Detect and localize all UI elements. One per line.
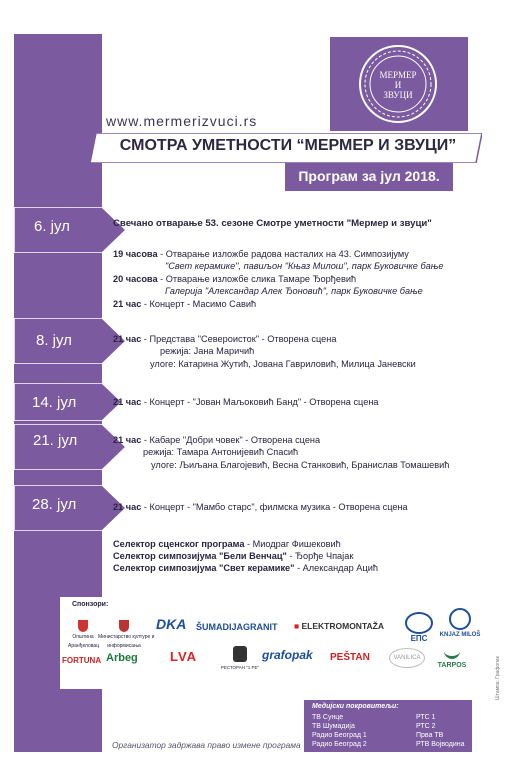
sponsors-heading: Спонзори: xyxy=(72,601,109,608)
restoran-logo: РЕСТОРАН "1 РЕ" xyxy=(218,646,262,672)
selector-line: Селектор симпозијума "Свет керамике" - Александар Ацић xyxy=(113,563,378,573)
media-item: РТВ Војводина xyxy=(416,741,465,748)
knjaz-milos-logo: KNJAZ MILOŠ xyxy=(436,608,484,640)
dka-logo: DKA xyxy=(156,616,187,632)
media-item: Прва ТВ xyxy=(416,732,444,739)
media-item: ТВ Шумадија xyxy=(312,723,355,730)
ministry-logo: Министарство културе и информисања xyxy=(98,620,150,651)
date-8-july: 8. јул xyxy=(36,332,72,349)
event-line: режија: Јана Маричић xyxy=(160,346,255,356)
eps-logo: ЕПС xyxy=(404,612,434,643)
tarpos-logo: TARPOS xyxy=(432,644,472,670)
arbeg-logo: Arbeg xyxy=(106,652,138,664)
svg-text:И: И xyxy=(394,80,402,90)
selector-line: Селектор симпозијума "Бели Венчац" - Ђорђе Чпајак xyxy=(113,551,354,561)
event-line: "Свет керамике", павиљон "Књаз Милош", парк Буковичке бање xyxy=(165,261,444,271)
grafopak-logo: grafopak xyxy=(262,648,313,662)
svg-text:ЗВУЦИ: ЗВУЦИ xyxy=(383,90,413,100)
page-title: СМОТРА УМЕТНОСТИ “МЕРМЕР И ЗВУЦИ” xyxy=(119,137,457,154)
date-21-july: 21. јул xyxy=(33,432,78,449)
event-line: улоге: Љиљана Благојевић, Весна Станковић, Бранислав Томашевић xyxy=(151,460,450,470)
elektromontaza-logo: ■ ELEKTROMONTAŽA xyxy=(294,621,384,631)
coat-of-arms-icon xyxy=(119,620,129,632)
event-line: улоге: Катарина Жутић, Јована Гавриловић, Милица Јаневски xyxy=(150,359,416,369)
pestan-logo: PEŠTAN xyxy=(330,652,370,663)
event-line: 21 час - Представа "Североисток" - Отворена сцена xyxy=(113,334,337,344)
opening-heading: Свечано отварање 53. сезоне Смотре уметности "Мермер и звуци" xyxy=(113,218,432,229)
sumadija-granit-logo: ŠUMADIJAGRANIT xyxy=(196,622,278,632)
media-item: Радио Београд 2 xyxy=(312,741,367,748)
date-14-july: 14. јул xyxy=(32,394,77,411)
event-line: Галерија "Александар Алек Ђоновић", парк Буковичке бање xyxy=(165,286,423,296)
organizer-note: Организатор задржава право измене програма xyxy=(112,740,301,750)
subtitle: Програм за јул 2018. xyxy=(298,168,440,184)
event-line: 20 часова - Отварање изложбе слика Тамаре Ђорђевић xyxy=(113,274,357,284)
selector-line: Селектор сценског програма - Миодраг Фишековић xyxy=(113,539,341,549)
media-item: ТВ Сунце xyxy=(312,714,344,721)
event-line: 21 час - Концерт - "Мамбо старс", филмска музика - Отворена сцена xyxy=(113,502,408,512)
website-url[interactable]: www.mermerizvuci.rs xyxy=(106,113,258,129)
restaurant-emblem-icon xyxy=(233,646,247,662)
svg-text:МЕРМЕР: МЕРМЕР xyxy=(379,70,417,80)
event-line: 21 час - Кабаре "Добри човек" - Отворена сцена xyxy=(113,435,321,445)
coat-of-arms-icon xyxy=(78,620,88,632)
event-line: 21 час - Концерт - "Јован Маљоковић Бaнд" - Отворена сцена xyxy=(113,397,379,407)
event-line: 21 час - Концерт - Масимо Савић xyxy=(113,299,257,309)
opstina-logo: Општина Аранђеловац xyxy=(68,620,98,651)
date-tab-6 xyxy=(14,207,134,253)
lva-logo: LVA xyxy=(170,649,198,664)
media-item: РТС 1 xyxy=(416,714,436,721)
media-item: Радио Београд 1 xyxy=(312,732,367,739)
tarpos-icon xyxy=(444,644,460,659)
media-heading: Медијски покровитељи: xyxy=(312,703,399,710)
date-28-july: 28. јул xyxy=(32,496,77,513)
fortuna-logo: FORTUNA xyxy=(62,656,102,665)
vanilica-logo: VANILICA xyxy=(385,648,429,668)
eps-icon xyxy=(405,612,433,634)
media-item: РТС 2 xyxy=(416,723,436,730)
event-line: режија: Тамара Антонијевић Спасић xyxy=(143,447,299,457)
print-credit: Штампа: Графопак xyxy=(495,656,501,700)
mermer-i-zvuci-logo xyxy=(356,42,440,126)
date-6-july: 6. јул xyxy=(34,218,70,235)
event-line: 19 часова - Отварање изложбе радова насталих на 43. Симпозијуму xyxy=(113,249,409,259)
knjaz-milos-icon xyxy=(449,608,471,630)
